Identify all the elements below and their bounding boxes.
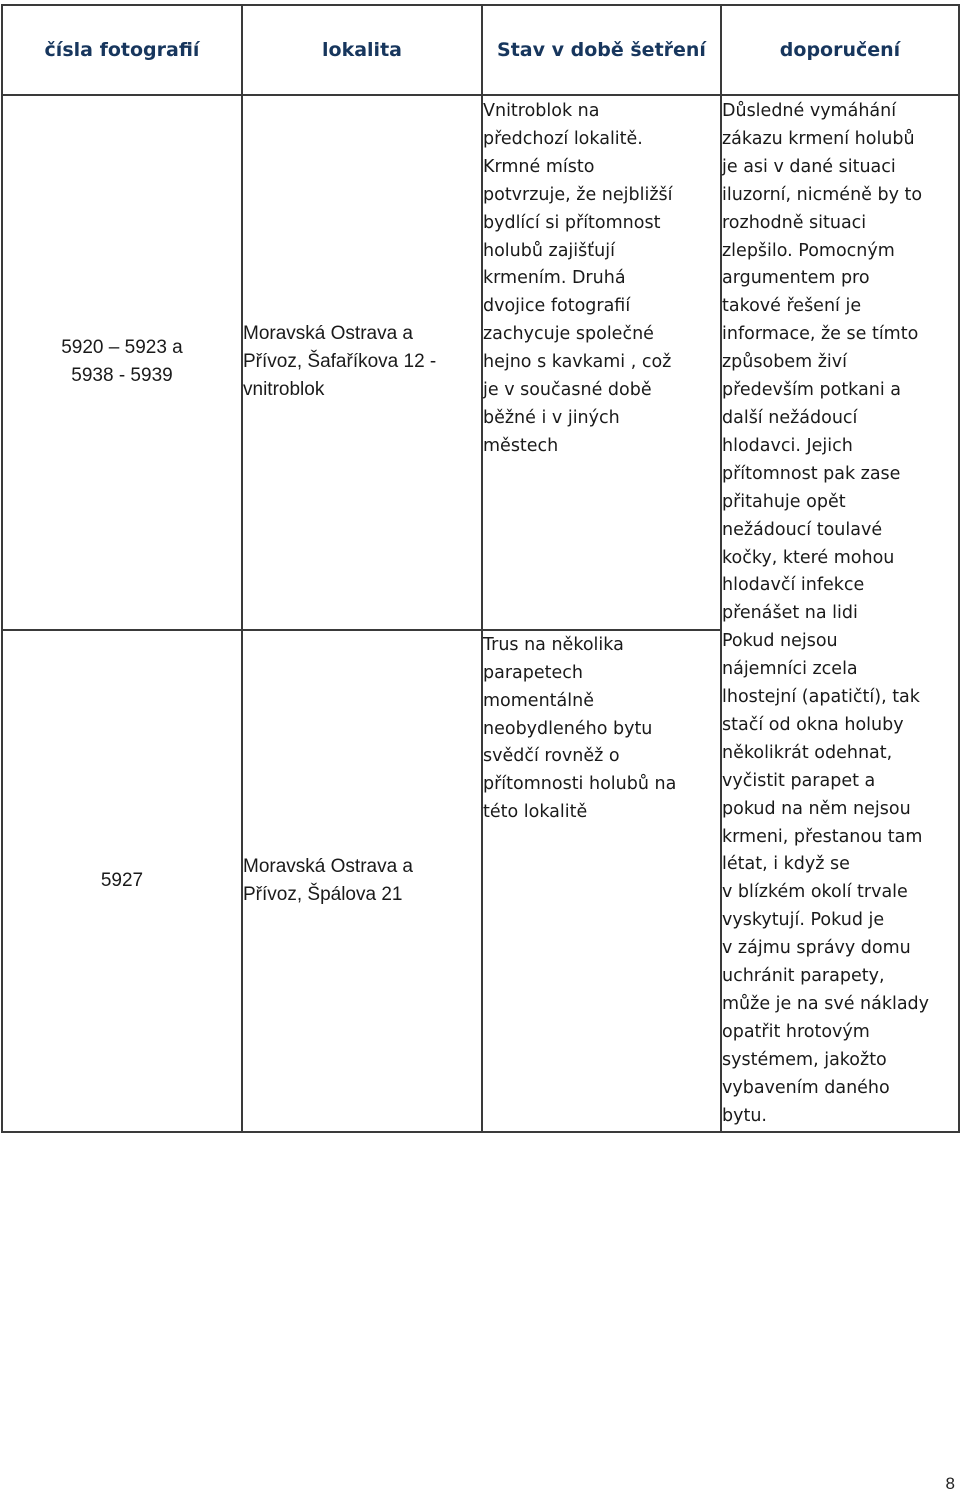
state-cell <box>482 630 721 1132</box>
recommendation-line: nežádoucí toulavé <box>722 519 883 540</box>
state-line: parapetech <box>483 662 583 683</box>
photo-numbers-line: 5920 – 5923 a <box>61 337 183 359</box>
survey-table <box>1 4 960 1133</box>
recommendation-line: uchránit parapety, <box>722 966 885 987</box>
recommendation-line: opatřit hrotovým <box>722 1021 870 1042</box>
header-photo-numbers: čísla fotografií <box>2 5 242 95</box>
location-line: Přívoz, Špálova 21 <box>243 883 403 905</box>
state-line: městech <box>483 435 559 456</box>
state-line: předchozí lokalitě. <box>483 128 643 149</box>
recommendation-line: systémem, jakožto <box>722 1049 887 1070</box>
recommendation-line: iluzorní, nicméně by to <box>722 184 923 205</box>
location-line: Moravská Ostrava a <box>243 323 413 345</box>
recommendation-line: informace, že se tímto <box>722 324 919 345</box>
state-line: dvojice fotografií <box>483 296 631 317</box>
recommendation-line: především potkani a <box>722 380 901 401</box>
state-line: krmením. Druhá <box>483 268 626 289</box>
photo-numbers-cell <box>2 630 242 1132</box>
recommendation-line: kočky, které mohou <box>722 547 895 568</box>
recommendation-line: je asi v dané situaci <box>722 156 896 177</box>
recommendation-line: vyčistit parapet a <box>722 770 876 791</box>
recommendation-line: Důsledné vymáhání <box>722 101 897 121</box>
state-line: běžné i v jiných <box>483 407 620 428</box>
recommendation-line: několikrát odehnat, <box>722 742 893 763</box>
recommendation-line: přenášet na lidi <box>722 603 858 624</box>
recommendation-line: argumentem pro <box>722 268 870 289</box>
state-line: hejno s kavkami , což <box>483 352 672 373</box>
photo-numbers-line: 5927 <box>100 869 144 891</box>
recommendation-line: vybavením daného <box>722 1077 890 1098</box>
header-row <box>2 5 959 95</box>
recommendation-line: způsobem živí <box>722 352 847 373</box>
header-state: Stav v době šetření <box>482 5 721 95</box>
state-line: této lokalitě <box>483 802 588 823</box>
state-line: neobydleného bytu <box>483 718 653 739</box>
recommendation-line: hlodavci. Jejich <box>722 435 853 456</box>
location-cell <box>242 95 482 630</box>
location-cell <box>242 630 482 1132</box>
location-line: vnitroblok <box>243 379 325 401</box>
recommendation-line: zlepšilo. Pomocným <box>722 240 895 261</box>
recommendation-line: další nežádoucí <box>722 407 858 428</box>
page-number: 8 <box>945 1474 955 1493</box>
state-line: Vnitroblok na <box>483 101 600 121</box>
state-line: momentálně <box>483 690 594 711</box>
state-line: svědčí rovněž o <box>483 746 620 767</box>
state-line: přítomnosti holubů na <box>483 774 677 795</box>
recommendation-line: stačí od okna holuby <box>722 714 904 735</box>
state-line: holubů zajišťují <box>483 240 615 261</box>
recommendation-line: létat, i když se <box>722 854 850 875</box>
recommendation-line: lhostejní (apatičtí), tak <box>722 687 920 708</box>
state-line: Trus na několika <box>483 634 624 655</box>
header-location: lokalita <box>242 5 482 95</box>
recommendation-line: může je na své náklady <box>722 994 930 1014</box>
table-row <box>2 95 959 630</box>
recommendation-line: zákazu krmení holubů <box>722 128 915 149</box>
state-line: bydlící si přítomnost <box>483 212 661 233</box>
recommendation-line: přítomnost pak zase <box>722 463 901 484</box>
recommendation-line: v zájmu správy domu <box>722 938 911 959</box>
location-line: Moravská Ostrava a <box>243 855 413 877</box>
state-line: Krmné místo <box>483 156 595 177</box>
recommendation-line: přitahuje opět <box>722 491 846 512</box>
location-line: Přívoz, Šafaříkova 12 - <box>243 351 437 373</box>
state-cell <box>482 95 721 630</box>
recommendation-line: v blízkém okolí trvale <box>722 882 908 903</box>
recommendation-line: nájemníci zcela <box>722 659 858 680</box>
state-line: je v současné době <box>483 380 652 401</box>
photo-numbers-cell <box>2 95 242 630</box>
recommendation-line: hlodavčí infekce <box>722 575 865 596</box>
recommendation-line: krmeni, přestanou tam <box>722 826 923 847</box>
header-recommendation: doporučení <box>721 5 959 95</box>
recommendation-cell <box>721 95 959 1132</box>
recommendation-line: takové řešení je <box>722 296 862 317</box>
photo-numbers-line: 5938 - 5939 <box>71 365 173 387</box>
recommendation-line: Pokud nejsou <box>722 631 838 652</box>
recommendation-line: bytu. <box>722 1105 767 1126</box>
state-line: zachycuje společné <box>483 324 654 345</box>
state-line: potvrzuje, že nejbližší <box>483 184 673 205</box>
recommendation-line: vyskytují. Pokud je <box>722 910 885 931</box>
recommendation-line: pokud na něm nejsou <box>722 798 911 819</box>
recommendation-line: rozhodně situaci <box>722 212 867 233</box>
